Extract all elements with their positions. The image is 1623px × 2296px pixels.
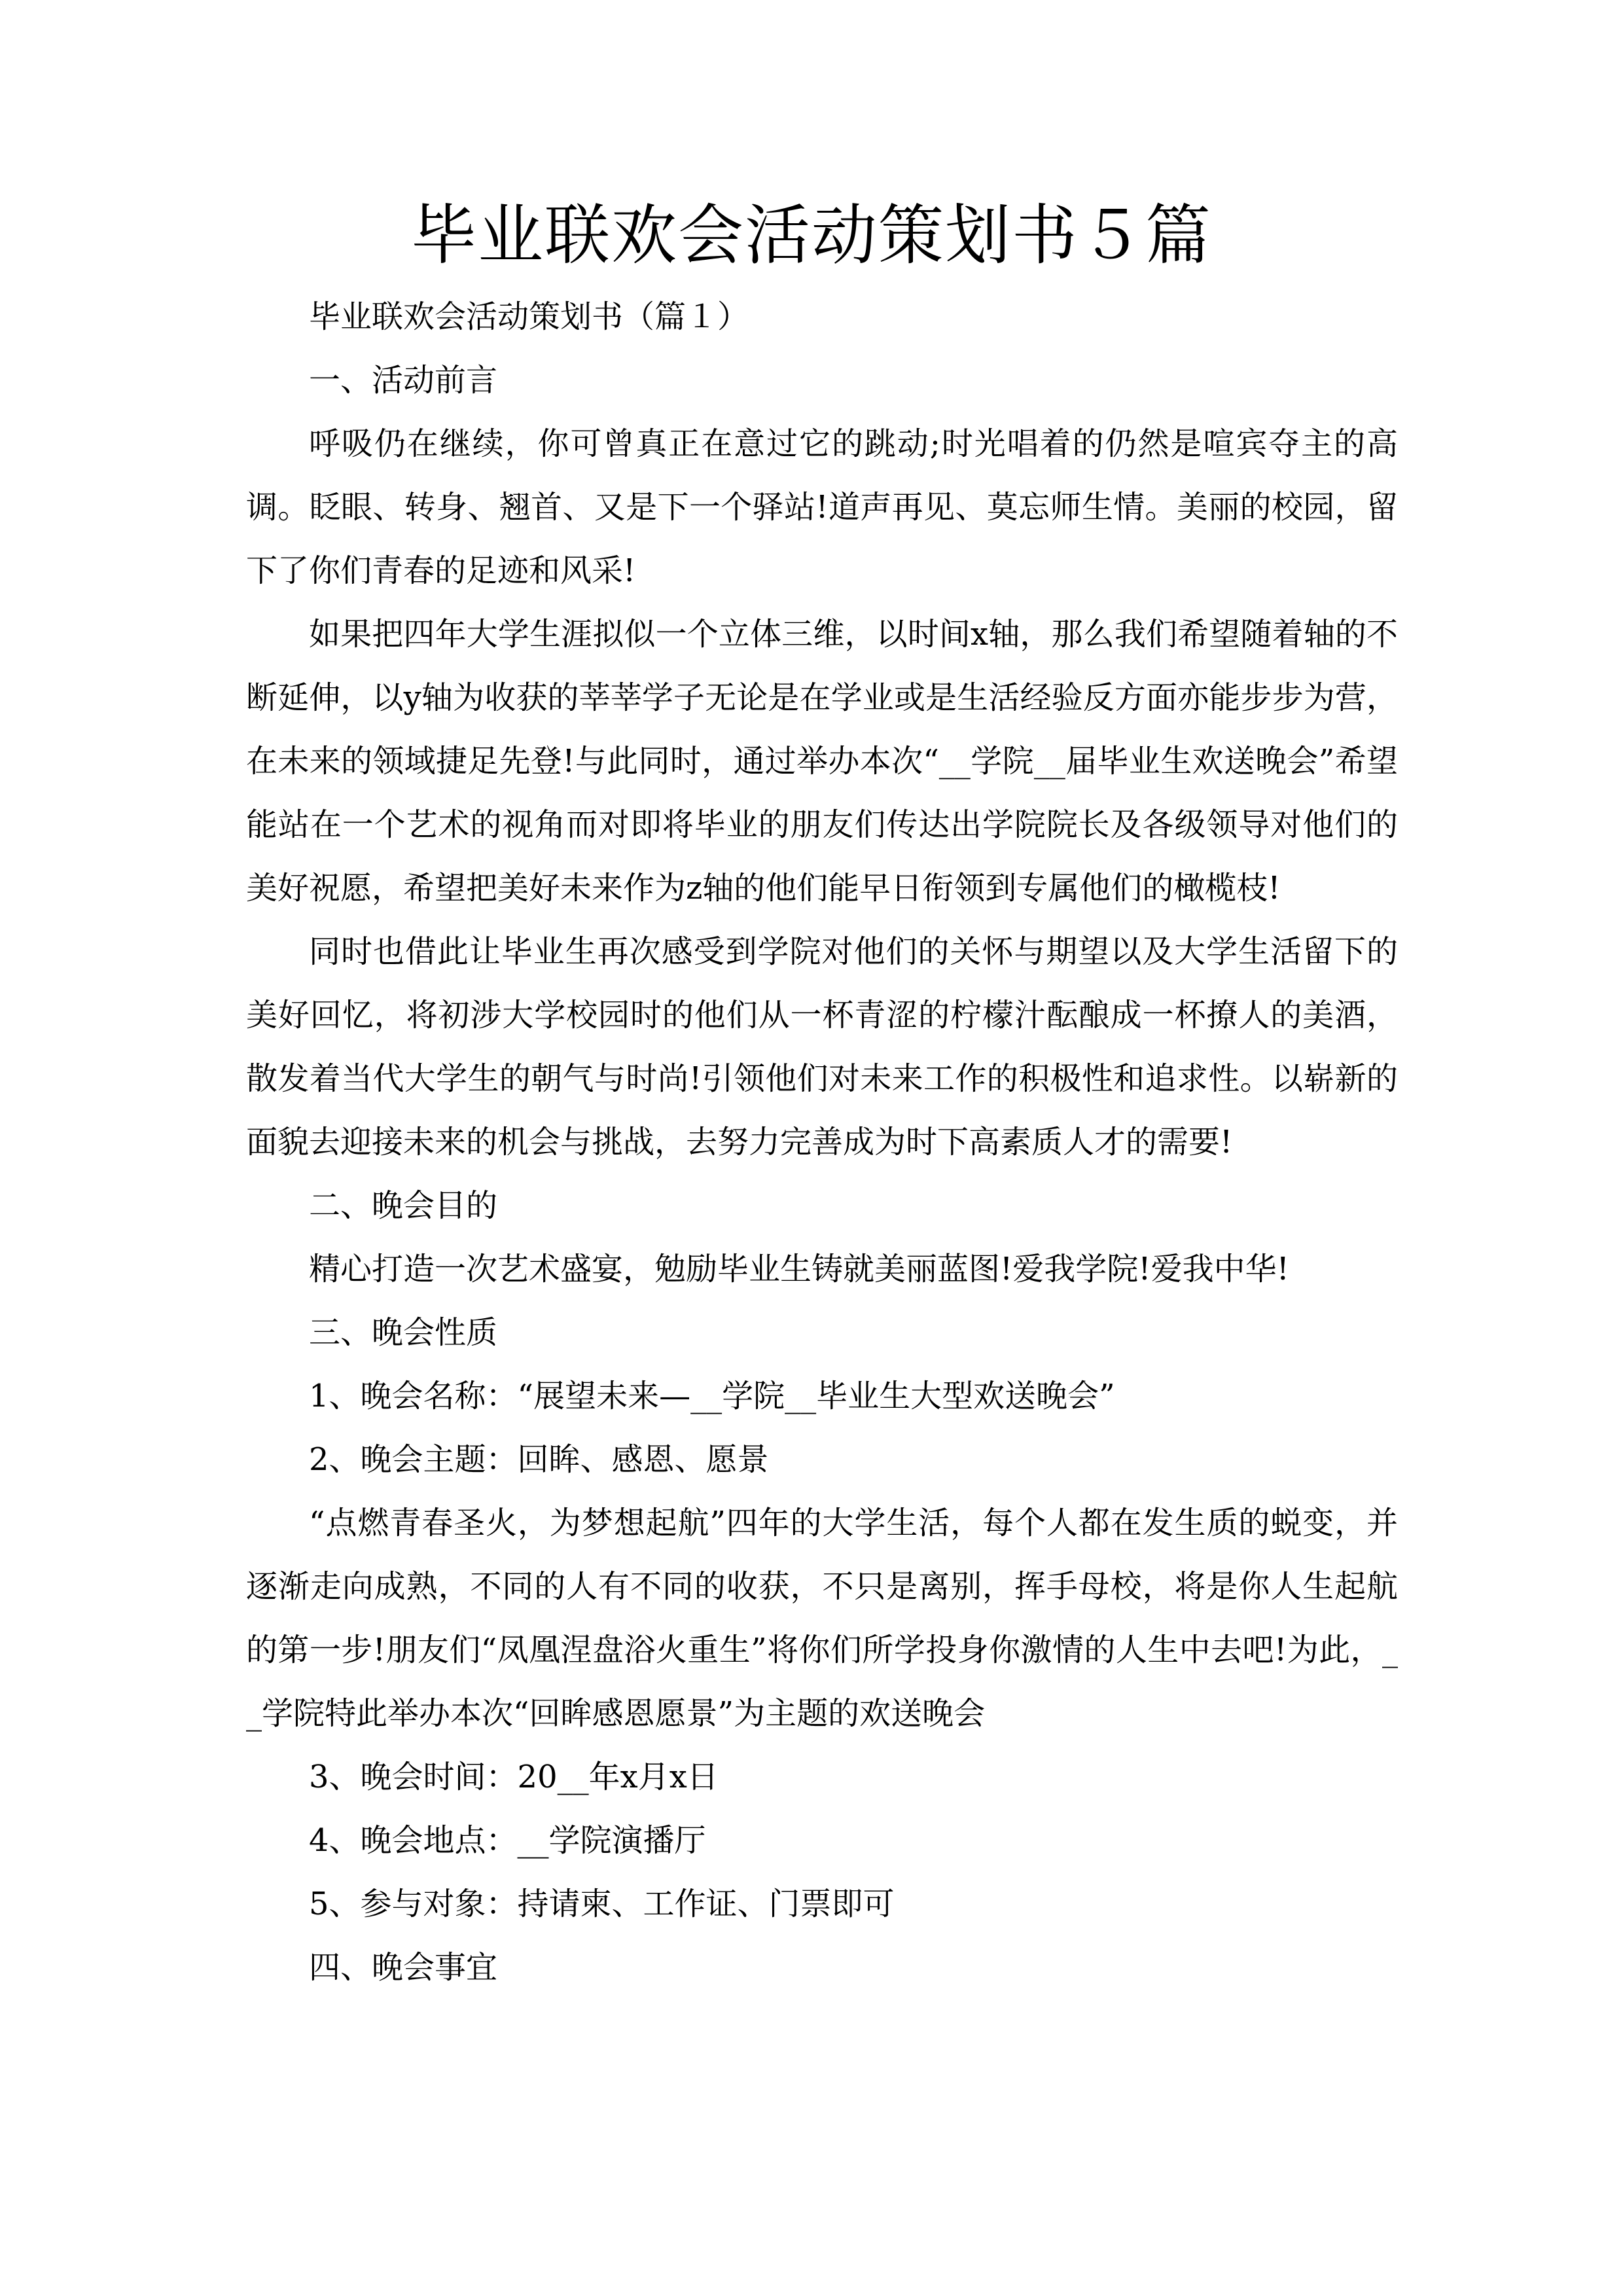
section-subtitle: 毕业联欢会活动策划书（篇１） xyxy=(309,298,749,335)
body-paragraph: 呼吸仍在继续，你可曾真正在意过它的跳动;时光唱着的仍然是喧宾夺主的高调。眨眼、转身、翘首、又是下一个驿站!道声再见、莫忘师生情。美丽的校园，留下了你们青春的足迹和风采! xyxy=(246,425,1398,589)
body-paragraph: 精心打造一次艺术盛宴，勉励毕业生铸就美丽蓝图!爱我学院!爱我中华! xyxy=(309,1251,1289,1287)
document-body xyxy=(246,285,1398,2000)
body-paragraph: 如果把四年大学生涯拟似一个立体三维，以时间x轴，那么我们希望随着轴的不断延伸，以y轴为收获的莘莘学子无论是在学业或是生活经验反方面亦能步步为营，在未来的领域捷足先登!与此同时，通过举办本次“__学院__届毕业生欢送晚会”希望能站在一个艺术的视角而对即将毕业的朋友们传达出学院院长及各级领导对他们的美好祝愿，希望把美好未来作为z轴的他们能早日衔领到专属他们的橄榄枝! xyxy=(246,616,1398,906)
list-item: 5、参与对象：持请柬、工作证、门票即可 xyxy=(309,1886,895,1922)
list-item: 2、晚会主题：回眸、感恩、愿景 xyxy=(309,1441,769,1478)
list-item: 4、晚会地点：__学院演播厅 xyxy=(309,1822,706,1859)
body-paragraph: “点燃青春圣火，为梦想起航”四年的大学生活，每个人都在发生质的蜕变，并逐渐走向成熟，不同的人有不同的收获，不只是离别，挥手母校，将是你人生起航的第一步!朋友们“凤凰涅盘浴火重生”将你们所学投身你激情的人生中去吧!为此，__学院特此举办本次“回眸感恩愿景”为主题的欢送晚会 xyxy=(246,1505,1398,1732)
section-heading-purpose: 二、晚会目的 xyxy=(309,1187,498,1224)
list-item: 3、晚会时间：20__年x月x日 xyxy=(309,1759,719,1795)
body-paragraph: 同时也借此让毕业生再次感受到学院对他们的关怀与期望以及大学生活留下的美好回忆，将初涉大学校园时的他们从一杯青涩的柠檬汁酝酿成一杯撩人的美酒，散发着当代大学生的朝气与时尚!引领他们对未来工作的积极性和追求性。以崭新的面貌去迎接未来的机会与挑战，去努力完善成为时下高素质人才的需要! xyxy=(246,933,1398,1160)
document-title: 毕业联欢会活动策划书５篇 xyxy=(411,197,1212,274)
section-heading-nature: 三、晚会性质 xyxy=(309,1314,498,1351)
section-heading-preface: 一、活动前言 xyxy=(309,362,498,399)
section-heading-matters: 四、晚会事宜 xyxy=(309,1949,498,1986)
list-item: 1、晚会名称：“展望未来—__学院__毕业生大型欢送晚会” xyxy=(309,1378,1115,1414)
